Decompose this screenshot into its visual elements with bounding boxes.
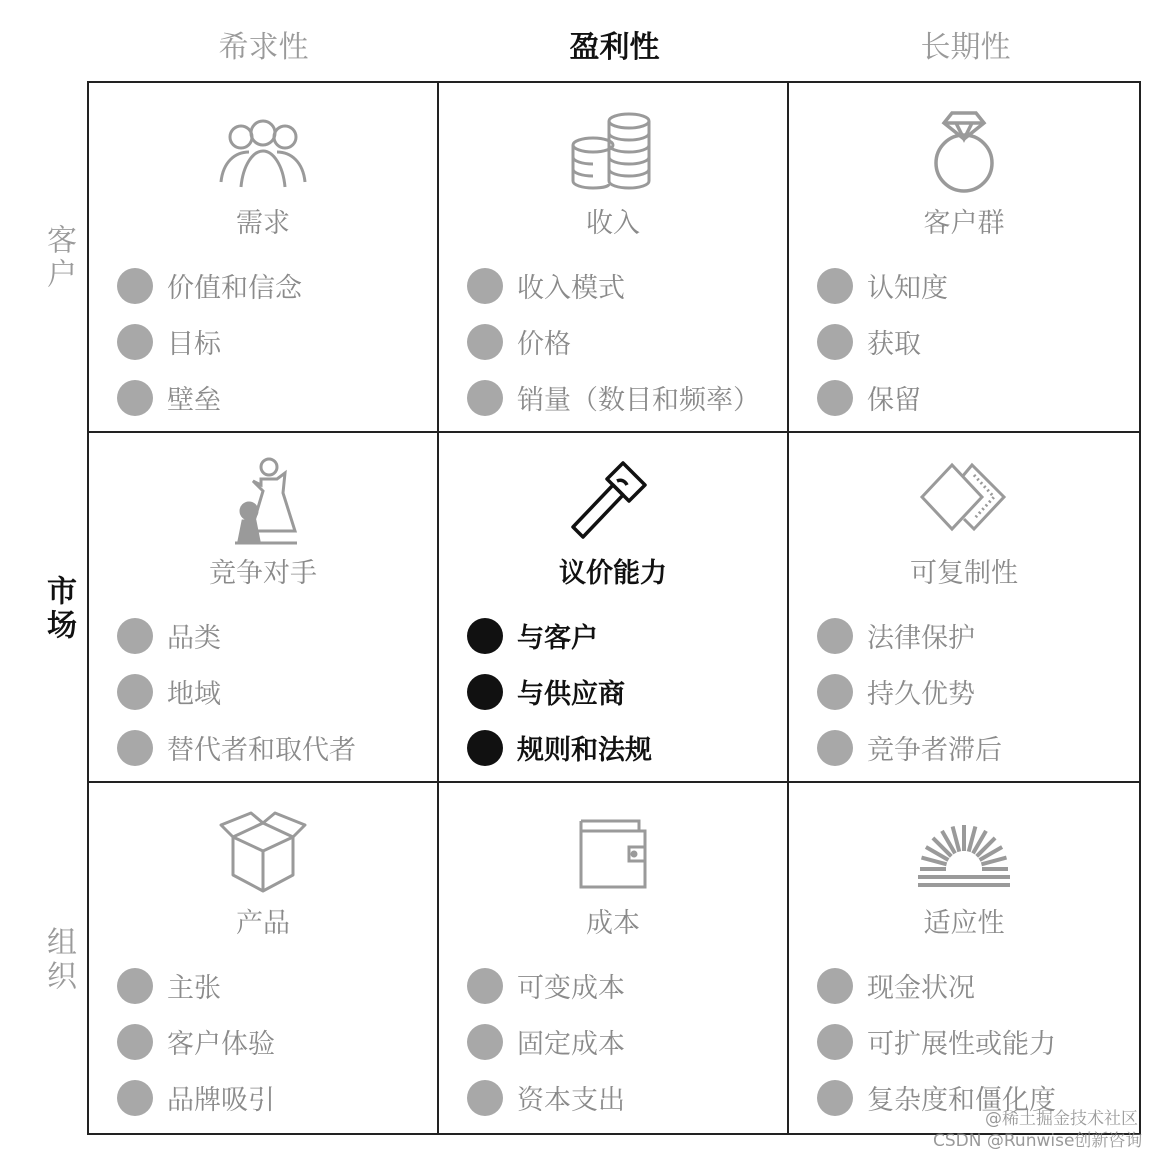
list-item bbox=[467, 1022, 625, 1061]
list-item bbox=[117, 616, 221, 655]
coins-icon bbox=[563, 107, 663, 197]
bullet-icon bbox=[467, 268, 503, 304]
list-item bbox=[817, 266, 948, 305]
list-item bbox=[467, 966, 625, 1005]
list-item bbox=[117, 266, 302, 305]
bullet-icon bbox=[117, 1024, 153, 1060]
item-label: 获取 bbox=[867, 329, 921, 360]
list-item bbox=[117, 378, 221, 417]
list-item bbox=[117, 1078, 275, 1117]
item-label: 客户体验 bbox=[167, 1029, 275, 1060]
item-label: 价格 bbox=[517, 329, 571, 360]
bullet-icon bbox=[817, 324, 853, 360]
chess-icon bbox=[213, 457, 313, 547]
bullet-icon bbox=[467, 968, 503, 1004]
bullet-icon bbox=[117, 730, 153, 766]
matrix-cell bbox=[789, 433, 1139, 783]
item-label: 销量（数目和频率） bbox=[517, 385, 760, 416]
item-label: 认知度 bbox=[867, 273, 948, 304]
matrix-cell bbox=[439, 433, 789, 783]
bullet-icon bbox=[467, 380, 503, 416]
bullet-icon bbox=[467, 1024, 503, 1060]
matrix-cell bbox=[789, 83, 1139, 433]
item-label: 价值和信念 bbox=[167, 273, 302, 304]
item-label: 可变成本 bbox=[517, 973, 625, 1004]
row-header: 组织 bbox=[41, 925, 76, 994]
item-label: 法律保护 bbox=[867, 623, 975, 654]
list-item bbox=[817, 728, 1002, 767]
bullet-icon bbox=[817, 674, 853, 710]
item-label: 目标 bbox=[167, 329, 221, 360]
spring-icon bbox=[914, 807, 1014, 897]
item-label: 现金状况 bbox=[867, 973, 975, 1004]
list-item bbox=[817, 616, 975, 655]
matrix-cell bbox=[439, 783, 789, 1133]
cell-title: 成本 bbox=[586, 908, 640, 939]
bullet-icon bbox=[467, 1080, 503, 1116]
cell-title: 可复制性 bbox=[910, 558, 1018, 589]
cell-title: 产品 bbox=[236, 908, 290, 939]
cell-title: 竞争对手 bbox=[209, 558, 317, 589]
cell-title: 需求 bbox=[236, 208, 290, 239]
list-item bbox=[817, 322, 921, 361]
column-header: 盈利性 bbox=[569, 30, 660, 65]
bullet-icon bbox=[467, 730, 503, 766]
bullet-icon bbox=[117, 380, 153, 416]
bullet-icon bbox=[117, 968, 153, 1004]
row-header: 客户 bbox=[41, 223, 76, 292]
list-item bbox=[117, 966, 221, 1005]
item-label: 主张 bbox=[167, 973, 221, 1004]
item-label: 竞争者滞后 bbox=[867, 735, 1002, 766]
box-icon bbox=[213, 807, 313, 897]
item-label: 与供应商 bbox=[517, 679, 625, 710]
list-item bbox=[467, 378, 760, 417]
matrix-grid bbox=[87, 81, 1141, 1135]
cell-title: 适应性 bbox=[923, 908, 1005, 939]
bullet-icon bbox=[117, 324, 153, 360]
bullet-icon bbox=[817, 730, 853, 766]
gavel-icon bbox=[563, 457, 663, 547]
item-label: 可扩展性或能力 bbox=[867, 1029, 1056, 1060]
bullet-icon bbox=[467, 674, 503, 710]
cell-title: 议价能力 bbox=[559, 558, 667, 589]
bullet-icon bbox=[467, 324, 503, 360]
item-label: 资本支出 bbox=[517, 1085, 625, 1116]
list-item bbox=[817, 672, 975, 711]
list-item bbox=[817, 1022, 1056, 1061]
item-label: 规则和法规 bbox=[517, 735, 652, 766]
item-label: 收入模式 bbox=[517, 273, 625, 304]
list-item bbox=[117, 728, 356, 767]
watermark: @稀土掘金技术社区 bbox=[985, 1109, 1138, 1129]
list-item bbox=[467, 616, 598, 655]
list-item bbox=[467, 672, 625, 711]
list-item bbox=[817, 378, 921, 417]
bullet-icon bbox=[817, 618, 853, 654]
list-item bbox=[117, 672, 221, 711]
matrix-cell bbox=[439, 83, 789, 433]
bullet-icon bbox=[117, 268, 153, 304]
list-item bbox=[817, 966, 975, 1005]
item-label: 固定成本 bbox=[517, 1029, 625, 1060]
matrix-cell bbox=[789, 783, 1139, 1133]
item-label: 品类 bbox=[167, 623, 221, 654]
list-item bbox=[117, 322, 221, 361]
item-label: 持久优势 bbox=[867, 679, 975, 710]
bullet-icon bbox=[117, 618, 153, 654]
item-label: 保留 bbox=[867, 385, 921, 416]
matrix-cell bbox=[89, 433, 439, 783]
row-header: 市场 bbox=[41, 574, 76, 643]
bullet-icon bbox=[117, 674, 153, 710]
matrix-cell bbox=[89, 783, 439, 1133]
list-item bbox=[467, 1078, 625, 1117]
bullet-icon bbox=[817, 1024, 853, 1060]
cell-title: 收入 bbox=[586, 208, 640, 239]
watermark: CSDN @Runwise创新咨询 bbox=[933, 1131, 1143, 1151]
list-item bbox=[467, 322, 571, 361]
item-label: 品牌吸引 bbox=[167, 1085, 275, 1116]
bullet-icon bbox=[117, 1080, 153, 1116]
wallet-icon bbox=[563, 807, 663, 897]
bullet-icon bbox=[817, 380, 853, 416]
bullet-icon bbox=[817, 1080, 853, 1116]
list-item bbox=[117, 1022, 275, 1061]
column-header: 希求性 bbox=[218, 30, 309, 65]
matrix-cell bbox=[89, 83, 439, 433]
bullet-icon bbox=[817, 268, 853, 304]
list-item bbox=[467, 266, 625, 305]
cell-title: 客户群 bbox=[923, 208, 1005, 239]
item-label: 地域 bbox=[167, 679, 221, 710]
list-item bbox=[467, 728, 652, 767]
people-icon bbox=[213, 107, 313, 197]
ring-icon bbox=[914, 107, 1014, 197]
item-label: 复杂度和僵化度 bbox=[867, 1085, 1056, 1116]
item-label: 壁垒 bbox=[167, 385, 221, 416]
item-label: 与客户 bbox=[517, 623, 598, 654]
copy-diamond-icon bbox=[914, 457, 1014, 547]
bullet-icon bbox=[467, 618, 503, 654]
item-label: 替代者和取代者 bbox=[167, 735, 356, 766]
bullet-icon bbox=[817, 968, 853, 1004]
column-header: 长期性 bbox=[920, 30, 1011, 65]
